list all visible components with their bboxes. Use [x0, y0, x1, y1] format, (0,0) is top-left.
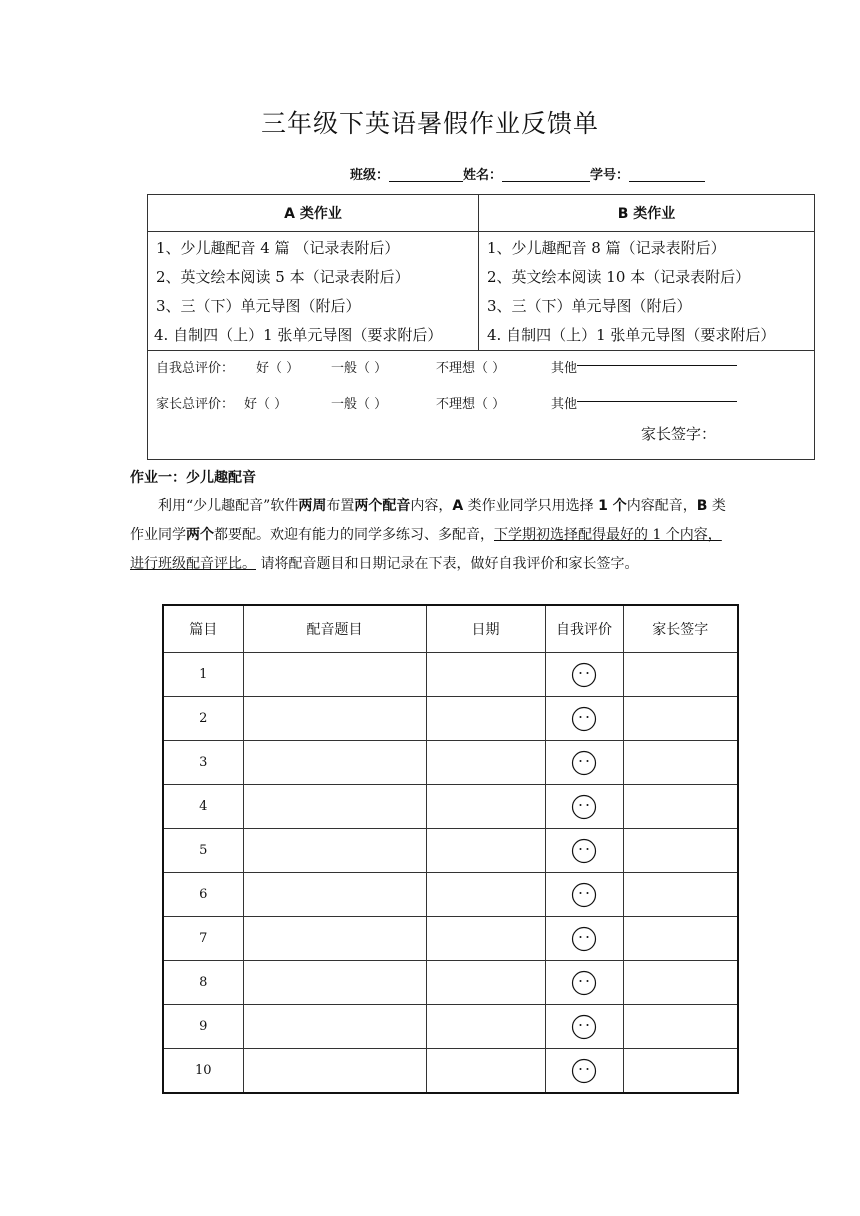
- title-cell[interactable]: [243, 785, 426, 829]
- para-bold: B: [696, 498, 708, 514]
- header-date: 日期: [426, 605, 545, 653]
- date-cell[interactable]: [426, 961, 545, 1005]
- smiley-face-icon[interactable]: [571, 926, 597, 952]
- self-eval-cell[interactable]: [545, 961, 623, 1005]
- para-text: 内容，: [410, 498, 453, 514]
- a-item: 1、少儿趣配音 4 篇 （记录表附后）: [156, 239, 400, 257]
- date-cell[interactable]: [426, 785, 545, 829]
- class-label: 班级：: [350, 168, 390, 183]
- student-info-line: [350, 164, 705, 183]
- self-eval-label: 自我总评价：: [156, 361, 235, 376]
- dubbing-record-table: [162, 604, 739, 1094]
- b-items-cell: [479, 232, 815, 351]
- smiley-face-icon[interactable]: [571, 750, 597, 776]
- section-heading: 作业一：少儿趣配音: [130, 470, 256, 486]
- title-cell[interactable]: [243, 917, 426, 961]
- para-text: 都要配。欢迎有能力的同学多练习、多配音，: [214, 527, 494, 543]
- date-cell[interactable]: [426, 873, 545, 917]
- table-row: [163, 653, 738, 697]
- self-eval-cell[interactable]: [545, 653, 623, 697]
- self-eval-good[interactable]: 好（ ）: [256, 361, 300, 376]
- smiley-face-icon[interactable]: [571, 662, 597, 688]
- para-bold: 两周: [298, 498, 327, 514]
- para-text: 布置: [326, 498, 355, 514]
- a-items-cell: [148, 232, 479, 351]
- parent-sign-cell[interactable]: [623, 1005, 738, 1049]
- self-eval-cell[interactable]: [545, 1005, 623, 1049]
- parent-sign-cell[interactable]: [623, 829, 738, 873]
- instruction-paragraph: [130, 492, 730, 579]
- table-row: [163, 917, 738, 961]
- title-cell[interactable]: [243, 741, 426, 785]
- table-header-row: [163, 605, 738, 653]
- smiley-face-icon[interactable]: [571, 706, 597, 732]
- self-eval-cell[interactable]: [545, 873, 623, 917]
- col-a-header: A 类作业: [148, 195, 479, 232]
- para-underlined: 下学期初选择配得最好的 1 个内容，进行班级配音评比。: [130, 527, 722, 572]
- b-item: 4. 自制四（上）1 张单元导图（要求附后）: [487, 326, 776, 344]
- b-item: 2、英文绘本阅读 10 本（记录表附后）: [487, 268, 751, 286]
- page-title: 三年级下英语暑假作业反馈单: [260, 109, 599, 138]
- parent-sign-cell[interactable]: [623, 1049, 738, 1094]
- table-row: [163, 697, 738, 741]
- parent-sign-cell[interactable]: [623, 917, 738, 961]
- date-cell[interactable]: [426, 917, 545, 961]
- parent-sign-row: [156, 423, 814, 453]
- self-eval-cell[interactable]: [545, 785, 623, 829]
- self-eval-poor[interactable]: 不理想（ ）: [436, 361, 506, 376]
- parent-eval-other[interactable]: [551, 387, 577, 423]
- table-row: [163, 1049, 738, 1094]
- smiley-face-icon[interactable]: [571, 794, 597, 820]
- row-number: 5: [163, 829, 243, 873]
- date-cell[interactable]: [426, 1005, 545, 1049]
- self-eval-cell[interactable]: [545, 741, 623, 785]
- parent-eval-good[interactable]: 好（ ）: [244, 397, 288, 412]
- date-cell[interactable]: [426, 697, 545, 741]
- homework-summary-table: [147, 194, 815, 460]
- parent-eval-ok[interactable]: 一般（ ）: [331, 397, 388, 412]
- row-number: 1: [163, 653, 243, 697]
- parent-eval-label: 家长总评价：: [156, 397, 235, 412]
- title-cell[interactable]: [243, 1005, 426, 1049]
- row-number: 8: [163, 961, 243, 1005]
- header-parent-sign: 家长签字: [623, 605, 738, 653]
- date-cell[interactable]: [426, 1049, 545, 1094]
- table-row: [163, 1005, 738, 1049]
- student-id-label: 学号：: [590, 168, 630, 183]
- parent-sign-label[interactable]: 家长签字：: [641, 425, 717, 443]
- para-text: 利用“少儿趣配音”软件: [158, 498, 299, 514]
- self-eval-other-blank[interactable]: [577, 351, 737, 366]
- row-number: 4: [163, 785, 243, 829]
- self-eval-other[interactable]: [551, 351, 577, 387]
- para-text: 内容配音，: [626, 498, 697, 514]
- row-number: 9: [163, 1005, 243, 1049]
- parent-sign-cell[interactable]: [623, 653, 738, 697]
- parent-sign-cell[interactable]: [623, 697, 738, 741]
- smiley-face-icon[interactable]: [571, 882, 597, 908]
- evaluation-cell: [148, 351, 815, 460]
- col-b-header: B 类作业: [479, 195, 815, 232]
- table-row: [163, 961, 738, 1005]
- para-bold: 两个: [186, 527, 214, 543]
- parent-sign-cell[interactable]: [623, 785, 738, 829]
- class-blank[interactable]: [389, 167, 463, 182]
- b-item: 3、三（下）单元导图（附后）: [487, 297, 692, 315]
- parent-sign-cell[interactable]: [623, 741, 738, 785]
- smiley-face-icon[interactable]: [571, 1058, 597, 1084]
- header-title: 配音题目: [243, 605, 426, 653]
- row-number: 10: [163, 1049, 243, 1094]
- para-text: 类作业同学: [130, 498, 726, 543]
- parent-eval-poor[interactable]: 不理想（ ）: [436, 397, 506, 412]
- smiley-face-icon[interactable]: [571, 1014, 597, 1040]
- date-cell[interactable]: [426, 741, 545, 785]
- title-cell[interactable]: [243, 873, 426, 917]
- self-eval-cell[interactable]: [545, 917, 623, 961]
- name-label: 姓名：: [463, 168, 503, 183]
- header-self-eval: 自我评价: [545, 605, 623, 653]
- self-evaluation-row: [156, 351, 814, 387]
- table-row: [163, 873, 738, 917]
- title-cell[interactable]: [243, 961, 426, 1005]
- para-bold: 两个配音: [354, 498, 411, 514]
- parent-sign-cell[interactable]: [623, 961, 738, 1005]
- title-cell[interactable]: [243, 829, 426, 873]
- a-item: 4. 自制四（上）1 张单元导图（要求附后）: [154, 326, 443, 344]
- table-row: [163, 741, 738, 785]
- row-number: 6: [163, 873, 243, 917]
- a-item: 2、英文绘本阅读 5 本（记录表附后）: [156, 268, 410, 286]
- smiley-face-icon[interactable]: [571, 970, 597, 996]
- header-episode: 篇目: [163, 605, 243, 653]
- row-number: 2: [163, 697, 243, 741]
- self-eval-cell[interactable]: [545, 697, 623, 741]
- parent-eval-other-label: 其他: [551, 397, 578, 412]
- date-cell[interactable]: [426, 653, 545, 697]
- b-item: 1、少儿趣配音 8 篇（记录表附后）: [487, 239, 726, 257]
- para-bold: A: [452, 498, 464, 514]
- title-cell[interactable]: [243, 653, 426, 697]
- a-item: 3、三（下）单元导图（附后）: [156, 297, 361, 315]
- self-eval-cell[interactable]: [545, 829, 623, 873]
- student-id-blank[interactable]: [629, 167, 705, 182]
- date-cell[interactable]: [426, 829, 545, 873]
- self-eval-cell[interactable]: [545, 1049, 623, 1094]
- para-text: 请将配音题目和日期记录在下表，做好自我评价和家长签字。: [256, 556, 639, 572]
- table-row: [163, 785, 738, 829]
- table-row: [163, 829, 738, 873]
- para-text: 类作业同学只用选择: [463, 498, 599, 514]
- parent-sign-cell[interactable]: [623, 873, 738, 917]
- para-bold: 1 个: [598, 498, 627, 514]
- smiley-face-icon[interactable]: [571, 838, 597, 864]
- parent-eval-other-blank[interactable]: [577, 387, 737, 402]
- row-number: 3: [163, 741, 243, 785]
- title-cell[interactable]: [243, 697, 426, 741]
- self-eval-other-label: 其他: [551, 361, 578, 376]
- self-eval-ok[interactable]: 一般（ ）: [331, 361, 388, 376]
- parent-evaluation-row: [156, 387, 814, 423]
- name-blank[interactable]: [502, 167, 590, 182]
- row-number: 7: [163, 917, 243, 961]
- title-cell[interactable]: [243, 1049, 426, 1094]
